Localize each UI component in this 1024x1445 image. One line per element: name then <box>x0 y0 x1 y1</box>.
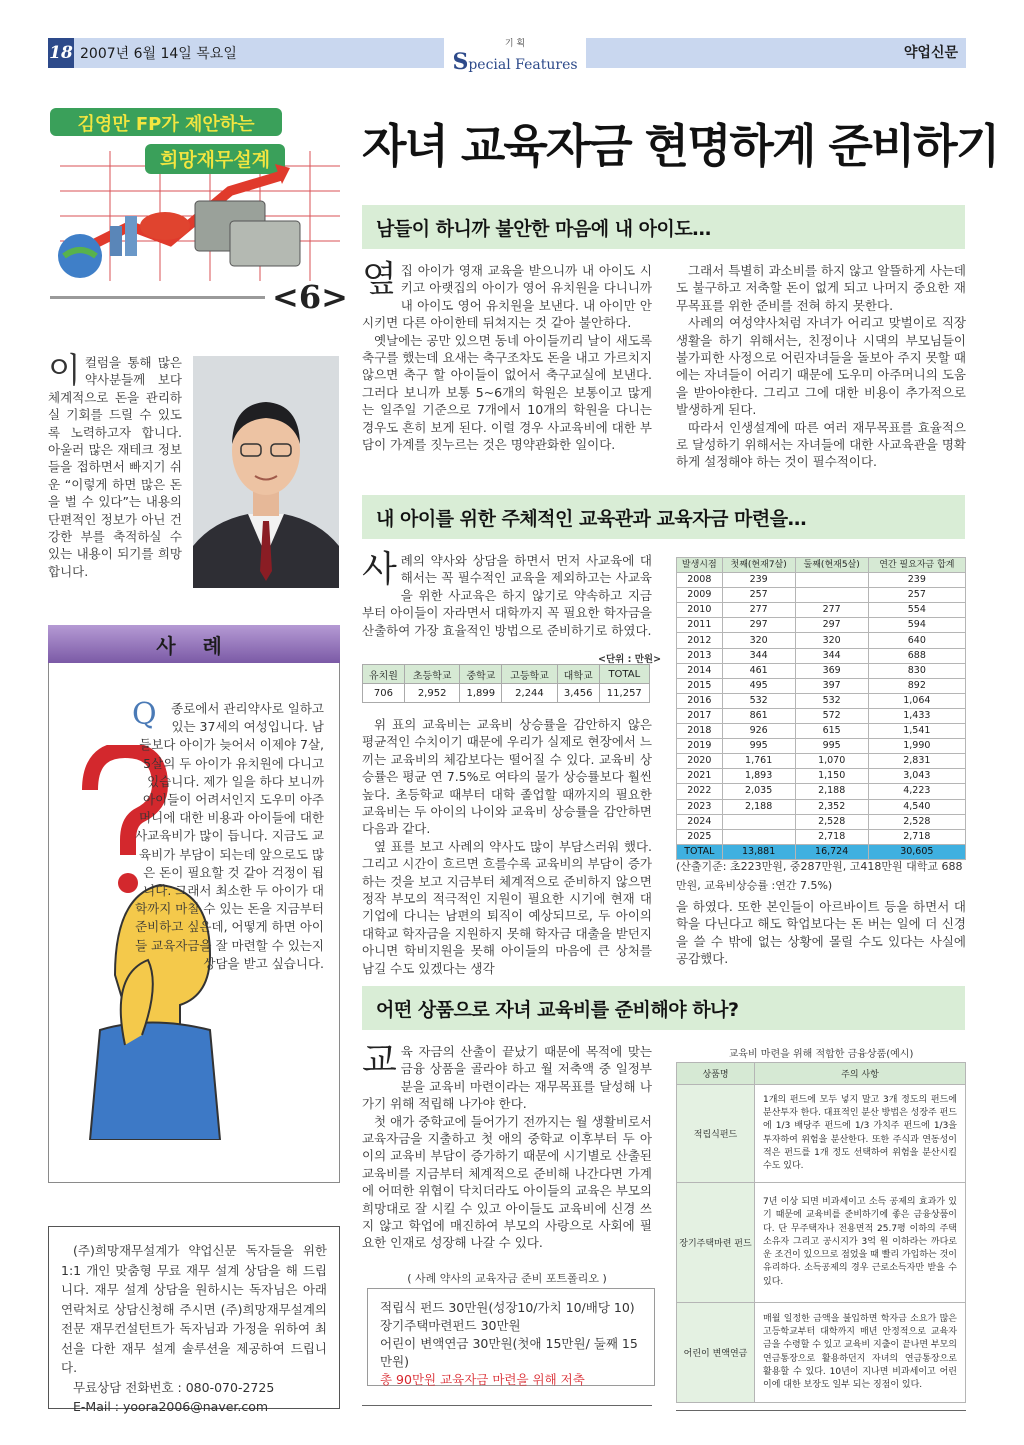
annual-table-cell: 2,528 <box>795 814 868 829</box>
annual-table-row <box>677 814 966 829</box>
annual-table-cell: 495 <box>722 678 795 693</box>
page-number: 18 <box>48 38 74 68</box>
annual-table-total-cell: 30,605 <box>868 844 965 859</box>
education-cost-table <box>362 664 650 703</box>
annual-table-cell: 239 <box>868 573 965 588</box>
annual-table-cell: 239 <box>722 573 795 588</box>
section2-dropcap: 사 <box>362 549 397 590</box>
section2-p4: 을 하였다. 또한 본인들이 아르바이트 등을 하면서 대학을 다닌다고 해도 학업보다는 돈 버는 일에 더 신경을 쓸 수 밖에 없는 상황에 몰릴 수도 있다는 사실에 공감했다. <box>676 899 966 967</box>
section1-col2 <box>676 262 966 471</box>
consult-text: (주)희망재무설계가 약업신문 독자들을 위한 1:1 개인 맞춤형 무료 재무 설계 상담을 해 드립니다. 재무 설계 상담을 원하시는 독자님은 아래 연락처로 상담신청해 주시면 (주)희망재무설계의 전문 재무컨설턴트가 독자님과 가정을 위하여 최선을 다한 재무 설계 솔루션을 제공하여 드립니다. <box>61 1243 327 1375</box>
annual-table-cell: 1,070 <box>795 754 868 769</box>
annual-table-cell: 3,043 <box>868 769 965 784</box>
annual-table-cell: 2010 <box>677 603 723 618</box>
section-label <box>444 34 586 74</box>
annual-table-cell: 2022 <box>677 784 723 799</box>
section1-col1 <box>362 259 652 453</box>
section3-body <box>362 1040 652 1252</box>
case-body: 종로에서 관리약사로 일하고 있는 37세의 여성입니다. 남들보다 아이가 늦어서 이제야 7살, 5살의 두 아이가 유치원에 다니고 있습니다. 제가 일을 하다 보니까 아이들이 어려서인지 도우미 아주머니에 대한 비용과 아이들에 대한 사교육비가 많이 듭니다. 지금도 교육비가 부담이 되는데 앞으로도 많은 돈이 필요할 것 같아 걱정이 됩니다. 그래서 최소한 두 아이가 대학까지 마칠 수 있는 돈을 지금부터 준비하고 싶은데, 어떻게 하면 아이들 교육자금을 잘 마련할 수 있는지 상담을 받고 싶습니다. <box>135 701 324 971</box>
annual-table-cell: 2017 <box>677 708 723 723</box>
product-row <box>677 1303 966 1403</box>
annual-table-cell: 461 <box>722 663 795 678</box>
small-table-cell: 706 <box>363 684 405 703</box>
annual-table-cell <box>795 573 868 588</box>
annual-table-cell: 830 <box>868 663 965 678</box>
product-name: 어린이 변액연금 <box>677 1303 755 1403</box>
section1-title: 남들이 하니까 불안한 마음에 내 아이도… <box>362 205 965 249</box>
annual-table-header: 첫째(현재7살) <box>722 558 795 573</box>
annual-table-row <box>677 603 966 618</box>
small-table-header: 고등학교 <box>502 665 557 684</box>
annual-table-row <box>677 573 966 588</box>
series-number: <6> <box>272 278 348 316</box>
section2-p3: 옆 표를 보고 사례의 약사도 많이 부담스러워 했다. 그리고 시간이 흐르면 흐를수록 교육비의 부담이 증가하는 것을 보고 지금부터 체계적으로 준비하지 않으면 정작 부모의 적극적인 지원이 필요한 시기에 현재 대기업에 다니는 남편의 퇴직이 예상되므로, 두 아이의 대학교 학자금을 지원하지 못해 학자금 대출을 받던지 아니면 학비지원을 못해 아이들의 마음에 큰 상처를 남길 수도 있겠다는 생각 <box>362 838 652 976</box>
section1-p2: 옛날에는 공만 있으면 동네 아이들끼리 날이 새도록 축구를 했는데 요새는 축구조차도 돈을 내고 가르치지 않으면 축구 할 아이들이 없어서 축구교실에 보낸다. 그러다 보니까 보통 5~6개의 학원은 보통이고 많게는 일주일 기준으로 7개에서 10개의 학원을 다니는 경우도 흔히 보게 된다. 이럴 경우 사교육비에 대한 부담이 가계를 짓누르는 것은 명약관화한 일이다. <box>362 332 652 453</box>
annual-table-cell: 2,718 <box>868 829 965 844</box>
annual-table-cell: 2016 <box>677 693 723 708</box>
annual-table-cell: 257 <box>868 588 965 603</box>
section1-p1: 집 아이가 영재 교육을 받으니까 내 아이도 시키고 아랫집의 아이가 영어 유치원을 다니니까 내 아이도 영어 유치원을 보낸다. 내 아이만 안 시키면 다른 아이한테 뒤쳐지는 것 같아 불안하다. <box>362 263 652 331</box>
portfolio-total: 총 90만원 교육자금 마련을 위해 저축 <box>380 1372 585 1387</box>
annual-table-cell: 1,541 <box>868 724 965 739</box>
annual-table-cell: 2011 <box>677 618 723 633</box>
annual-table-cell: 2,188 <box>722 799 795 814</box>
annual-table-cell <box>722 829 795 844</box>
annual-table-cell: 2024 <box>677 814 723 829</box>
annual-table-cell: 4,223 <box>868 784 965 799</box>
annual-table-header: 발생시점 <box>677 558 723 573</box>
annual-table-cell: 2018 <box>677 724 723 739</box>
section3-title: 어떤 상품으로 자녀 교육비를 준비해야 하나? <box>362 986 965 1030</box>
annual-table-row <box>677 663 966 678</box>
header-date-block <box>48 38 237 68</box>
annual-table-cell: 1,150 <box>795 769 868 784</box>
annual-table-cell: 2,035 <box>722 784 795 799</box>
annual-table-cell: 297 <box>795 618 868 633</box>
annual-table-row <box>677 784 966 799</box>
annual-table-cell: 2,352 <box>795 799 868 814</box>
annual-table-row <box>677 724 966 739</box>
annual-table-row <box>677 633 966 648</box>
product-desc: 1개의 펀드에 모두 넣지 말고 3개 정도의 펀드에 분산투자 한다. 대표적인 분산 방법은 성장주 펀드에 1/3 배당주 펀드에 1/3 가치주 펀드에 1/3을 투자하여 위험을 분산한다. 또한 주식과 연동성이 적은 펀드를 1개 정도 선택하여 위험을 분산시킬 수도 있다. <box>755 1085 966 1183</box>
annual-table-cell: 257 <box>722 588 795 603</box>
annual-table-cell: 1,761 <box>722 754 795 769</box>
annual-table-cell <box>795 588 868 603</box>
annual-table-cell: 572 <box>795 708 868 723</box>
annual-table-row <box>677 754 966 769</box>
annual-table-cell: 2013 <box>677 648 723 663</box>
annual-table-cell: 2021 <box>677 769 723 784</box>
page-title: 자녀 교육자금 현명하게 준비하기 <box>362 119 999 173</box>
issue-date: 2007년 6월 14일 목요일 <box>80 46 237 62</box>
section3-p2: 첫 애가 중학교에 들어가기 전까지는 월 생활비로서 교육자금을 지출하고 첫 애의 중학교 이후부터 두 아이의 교육비 부담이 증가하기 때문에 시기별로 산출된 교육비를 지금부터 체계적으로 준비해 나간다면 가계에 어떠한 위협이 닥치더라도 아이들의 교육은 부모의 희망대로 잘 시킬 수 있고 아이들도 교육비에 신경 쓰지 않고 학업에 매진하여 부모의 사랑으로 사회에 필요한 인재로 성장해 나갈 수 있다. <box>362 1113 652 1251</box>
annual-table-total-cell: 16,724 <box>795 844 868 859</box>
logo-line2: 희망재무설계 <box>159 149 271 171</box>
annual-table-cell: 1,433 <box>868 708 965 723</box>
annual-table-cell: 2009 <box>677 588 723 603</box>
annual-table-row <box>677 678 966 693</box>
annual-table-cell: 277 <box>795 603 868 618</box>
small-table-header: 대학교 <box>557 665 599 684</box>
section2-title: 내 아이를 위한 주체적인 교육관과 교육자금 마련을… <box>362 495 965 539</box>
small-table-cell: 2,952 <box>404 684 459 703</box>
annual-table-cell: 995 <box>795 739 868 754</box>
section2-body <box>362 716 652 977</box>
annual-table-cell: 397 <box>795 678 868 693</box>
intro-dropcap: 이 <box>48 351 81 391</box>
consult-phone: 무료상담 전화번호 : 080-070-2725 <box>73 1379 275 1395</box>
small-table-header: 초등학교 <box>404 665 459 684</box>
annual-table-cell <box>722 814 795 829</box>
bottom-rule-right <box>676 1410 966 1411</box>
product-desc: 매월 일정한 금액을 불입하면 학자금 소요가 많은 고등학교부터 대학까지 매년 안정적으로 교육자금을 수령할 수 있고 교육비 지출이 끝나면 부모의 연금통장으로 활용하던지 자녀의 연금통장으로 활용할 수 있다. 10년이 지나면 비과세이고 어린이에 대한 보장도 일부 되는 징점이 있다. <box>755 1303 966 1403</box>
annual-table-row <box>677 648 966 663</box>
annual-table-cell: 2015 <box>677 678 723 693</box>
logo-line1: 김영만 FP가 제안하는 <box>77 114 255 135</box>
annual-table-cell: 892 <box>868 678 965 693</box>
small-table-cell: 3,456 <box>557 684 599 703</box>
intro-text <box>48 351 182 580</box>
product-table <box>676 1062 966 1403</box>
annual-table-cell: 1,990 <box>868 739 965 754</box>
section3-dropcap: 교 <box>362 1040 397 1081</box>
annual-table-row <box>677 739 966 754</box>
annual-table-cell: 688 <box>868 648 965 663</box>
annual-table-cell: 4,540 <box>868 799 965 814</box>
annual-table-cell: 2,718 <box>795 829 868 844</box>
author-photo <box>193 356 339 588</box>
annual-table-cell: 2,528 <box>868 814 965 829</box>
section1-dropcap: 옆 <box>362 259 397 300</box>
annual-table-cell: 1,893 <box>722 769 795 784</box>
annual-fund-note: (산출기준: 초223만원, 중287만원, 고418만원 대학교 688만원, 교육비상승률 :연간 7.5%) <box>676 860 963 892</box>
series-divider <box>50 296 265 299</box>
annual-table-cell: 2008 <box>677 573 723 588</box>
annual-table-cell: 926 <box>722 724 795 739</box>
annual-table-cell: 2019 <box>677 739 723 754</box>
section-initial: S <box>452 49 469 75</box>
annual-table-cell: 344 <box>795 648 868 663</box>
series-logo-illustration <box>50 106 340 281</box>
annual-table-cell: 861 <box>722 708 795 723</box>
small-table-unit: <단위 : 만원> <box>598 654 662 665</box>
section-label-small: 기 획 <box>504 39 526 49</box>
annual-table-row <box>677 829 966 844</box>
consult-email: E-Mail : yoora2006@naver.com <box>73 1399 269 1414</box>
small-table-header: 중학교 <box>460 665 502 684</box>
annual-table-row <box>677 769 966 784</box>
annual-table-row <box>677 588 966 603</box>
small-table-cell: 1,899 <box>460 684 502 703</box>
annual-table-cell: 344 <box>722 648 795 663</box>
product-table-caption: 교육비 마련을 위해 적합한 금융상품(예시) <box>728 1049 914 1060</box>
product-header-desc: 주의 사항 <box>755 1063 966 1085</box>
annual-table-cell: 369 <box>795 663 868 678</box>
section2-intro <box>362 549 652 639</box>
annual-table-total-cell: 13,881 <box>722 844 795 859</box>
annual-table-row <box>677 708 966 723</box>
annual-table-cell: 594 <box>868 618 965 633</box>
annual-table-header: 둘째(현재5살) <box>795 558 868 573</box>
annual-table-cell: 640 <box>868 633 965 648</box>
annual-table-cell: 2025 <box>677 829 723 844</box>
section2-p2: 위 표의 교육비는 교육비 상승률을 감안하지 않은 평균적인 수치이기 때문에 우리가 실제로 현장에서 느끼는 교육비의 체감보다는 떨어질 수 있다. 교육비 상승률은 평균 연 7.5%로 여타의 물가 상승률보다 훨씬 높다. 초등학교 때부터 대학 졸업할 때까지의 필요한 교육비는 두 아이의 나이와 교육비 상승률을 감안하면 다음과 같다. <box>362 717 652 837</box>
section2-p1: 례의 약사와 상담을 하면서 먼저 사교육에 대해서는 꼭 필수적인 교육을 제외하고는 사교육을 위한 사교육은 하지 않기로 약속하고 지금부터 아이들이 자라면서 대학까지 꼭 필요한 학자금을 산출하여 가장 효율적인 방법으로 준비하기로 하였다. <box>362 553 652 638</box>
product-name: 적립식펀드 <box>677 1085 755 1183</box>
section-label-main <box>452 49 578 75</box>
small-table-cell: 2,244 <box>502 684 557 703</box>
annual-table-cell: 532 <box>722 693 795 708</box>
annual-table-cell: 277 <box>722 603 795 618</box>
annual-table-cell: 1,064 <box>868 693 965 708</box>
case-title: 사 례 <box>48 625 340 663</box>
section1-p4: 사례의 여성약사처럼 자녀가 어리고 맞벌이로 직장생활을 하기 위해서는, 친정이나 시댁의 부모님들이 불가피한 사정으로 어린자녀들을 돌보아 주지 못할 때에는 자녀들이 어리기 때문에 도우미 아주머니의 도움을 받아야한다. 그리고 그에 대한 비용이 추가적으로 발생하게 된다. <box>676 315 966 418</box>
annual-table-header: 연간 필요자금 합계 <box>868 558 965 573</box>
annual-table-cell: 2020 <box>677 754 723 769</box>
annual-table-cell: 320 <box>722 633 795 648</box>
portfolio-caption: ( 사례 약사의 교육자금 준비 포트폴리오 ) <box>407 1272 607 1285</box>
product-row <box>677 1183 966 1303</box>
annual-table-total-cell: TOTAL <box>677 844 723 859</box>
intro-body: 컬럼을 통해 많은 약사분들께 보다 체계적으로 돈을 관리하실 기회를 드릴 수 있도록 노력하고자 합니다. 아울러 많은 재테크 정보들을 접하면서 빠지기 쉬운 “이렇게 하면 많은 돈을 벌 수 있다”는 내용의 단편적인 정보가 아닌 건강한 부를 축적하실 수 있는 내용이 되기를 희망합니다. <box>48 355 182 579</box>
section1-p5: 따라서 인생설계에 따른 여러 재무목표를 효율적으로 달성하기 위해서는 자녀들에 대한 사교육관을 명확하게 설정해야 하는 것이 필수적이다. <box>676 419 966 470</box>
section3-p1: 육 자금의 산출이 끝났기 때문에 목적에 맞는 금융 상품을 골라야 하고 월 저축액 중 일정부분을 교육비 마련이라는 재무목표를 달성해 나가기 위해 적립해 나가야 한다. <box>362 1044 652 1112</box>
case-dropcap: Q <box>132 697 157 732</box>
section-rest: pecial Features <box>468 57 578 73</box>
small-table-cell: 11,257 <box>599 684 649 703</box>
annual-table-cell: 2023 <box>677 799 723 814</box>
annual-table-cell: 2,831 <box>868 754 965 769</box>
annual-table-cell: 297 <box>722 618 795 633</box>
annual-table-cell: 320 <box>795 633 868 648</box>
portfolio-item: 어린이 변액연금 30만원(첫애 15만원/ 둘째 15만원) <box>380 1336 638 1369</box>
portfolio-item: 장기주택마련펀드 30만원 <box>380 1318 521 1333</box>
annual-table-cell: 2012 <box>677 633 723 648</box>
product-desc: 7년 이상 되면 비과세이고 소득 공제의 효과가 있기 때문에 교육비를 준비하기에 좋은 금융상품이다. 단 무주택자나 전용면적 25.7평 이하의 주택소유자 그리고 공시지가 3억 원 이하라는 까다로운 조건이 있으므로 점었을 때 빨리 가입하는 것이 유리하다. 소득공제의 경우 근로소득자만 받을 수 있다. <box>755 1183 966 1303</box>
small-table-header: TOTAL <box>599 665 649 684</box>
annual-table-cell: 554 <box>868 603 965 618</box>
annual-table-cell: 2014 <box>677 663 723 678</box>
portfolio-item: 적립식 펀드 30만원(성장10/가치 10/배당 10) <box>380 1300 635 1315</box>
consult-box <box>48 1226 340 1414</box>
small-table-header: 유치원 <box>363 665 405 684</box>
paper-name: 약업신문 <box>903 45 958 61</box>
bottom-rule <box>362 1405 652 1406</box>
annual-table-row <box>677 618 966 633</box>
annual-table-row <box>677 693 966 708</box>
annual-fund-table <box>676 557 966 860</box>
annual-table-row <box>677 799 966 814</box>
annual-table-cell: 532 <box>795 693 868 708</box>
portfolio-box <box>367 1288 655 1386</box>
annual-table-cell: 995 <box>722 739 795 754</box>
section1-p3: 그래서 특별히 과소비를 하지 않고 알뜰하게 사는데도 불구하고 저축할 돈이 없게 되고 나머지 중요한 재무목표를 위한 준비를 전혀 하지 못한다. <box>676 263 966 313</box>
case-text <box>132 697 324 973</box>
product-name: 장기주택마련 펀드 <box>677 1183 755 1303</box>
annual-table-cell: 615 <box>795 724 868 739</box>
annual-table-cell: 2,188 <box>795 784 868 799</box>
product-header-name: 상품명 <box>677 1063 755 1085</box>
product-row <box>677 1085 966 1183</box>
